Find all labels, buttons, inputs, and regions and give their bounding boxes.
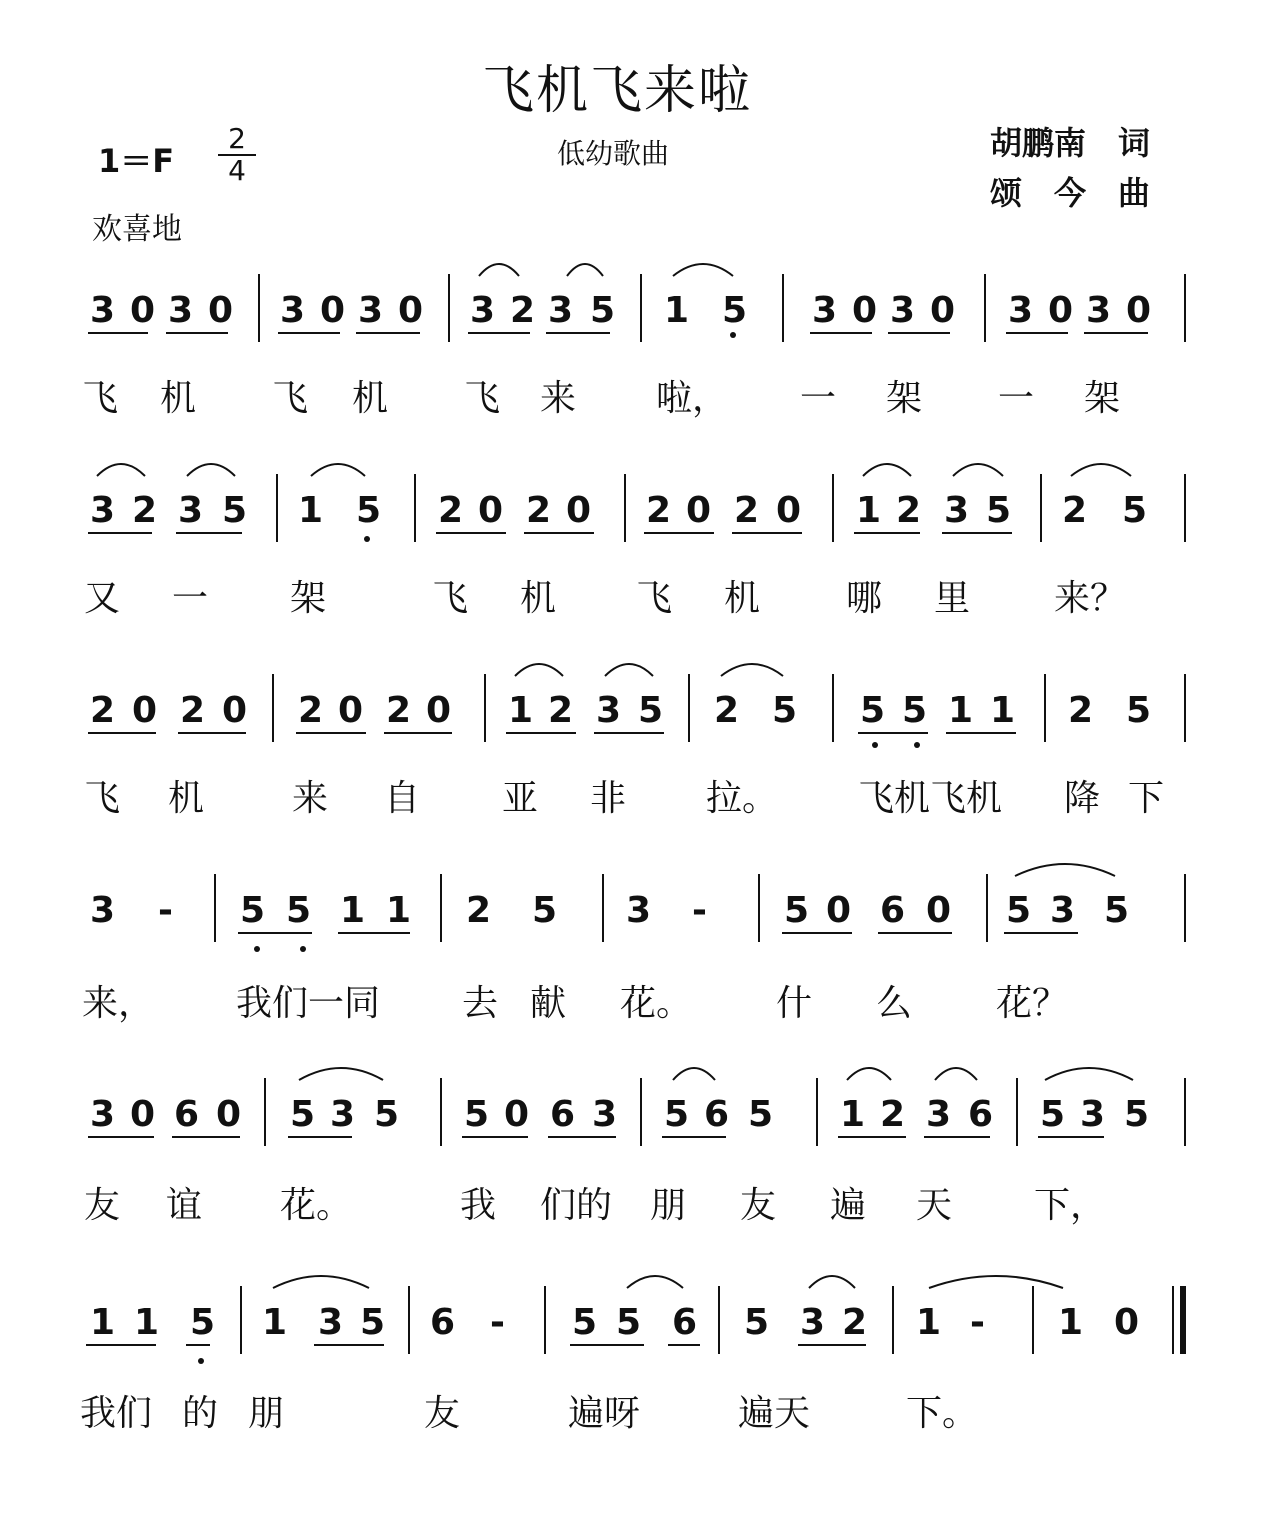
note: 3	[280, 290, 306, 331]
note: 6	[430, 1302, 456, 1343]
beam-underline	[166, 332, 228, 334]
note: 5	[356, 490, 382, 531]
lyric-word: 下，	[1034, 1185, 1107, 1226]
note: 0	[930, 290, 956, 331]
note: 2	[1062, 490, 1088, 531]
note: 0	[852, 290, 878, 331]
barline	[758, 874, 760, 942]
note: 3	[90, 490, 116, 531]
beam-underline	[186, 1344, 210, 1346]
note: 2	[510, 290, 536, 331]
barline	[544, 1286, 546, 1354]
note: 1	[916, 1302, 942, 1343]
lyric-word: 遍天	[738, 1393, 811, 1434]
lyric-word: 朋	[650, 1185, 687, 1226]
note: 1	[340, 890, 366, 931]
note: 5	[748, 1094, 774, 1135]
note: 3	[470, 290, 496, 331]
note: 5	[1104, 890, 1130, 931]
time-signature	[216, 124, 258, 186]
note: 0	[504, 1094, 530, 1135]
note: 3	[318, 1302, 344, 1343]
octave-dot	[730, 332, 736, 338]
barline	[782, 274, 784, 342]
slur-mark	[298, 1062, 384, 1082]
note: 3	[90, 290, 116, 331]
note: 2	[842, 1302, 868, 1343]
beam-underline	[1084, 332, 1148, 334]
lyric-word: 机	[160, 378, 197, 419]
lyric-word: 一	[800, 378, 837, 419]
note: 5	[1124, 1094, 1150, 1135]
composer-credit: 颂 今 曲	[990, 174, 1151, 212]
note: 2	[298, 690, 324, 731]
note: 3	[90, 1094, 116, 1135]
note: 1	[134, 1302, 160, 1343]
lyric-word: 遍呀	[568, 1393, 641, 1434]
beam-underline	[570, 1344, 644, 1346]
beam-underline	[314, 1344, 384, 1346]
beam-underline	[810, 332, 872, 334]
barline	[688, 674, 690, 742]
beam-underline	[662, 1136, 726, 1138]
barline	[832, 674, 834, 742]
octave-dot	[254, 946, 260, 952]
beam-underline	[888, 332, 950, 334]
barline	[484, 674, 486, 742]
note: 3	[596, 690, 622, 731]
note: 5	[360, 1302, 386, 1343]
note: 1	[1058, 1302, 1084, 1343]
beam-underline	[1006, 332, 1068, 334]
barline	[258, 274, 260, 342]
note: 1	[990, 690, 1016, 731]
note: 6	[672, 1302, 698, 1343]
note: 5	[222, 490, 248, 531]
note: 3	[178, 490, 204, 531]
lyric-word: 友	[424, 1393, 461, 1434]
lyric-word: 朋	[248, 1393, 285, 1434]
song-title: 飞机飞来啦	[482, 61, 753, 121]
lyric-word: 飞	[272, 378, 309, 419]
note: 0	[130, 1094, 156, 1135]
note: 1	[664, 290, 690, 331]
dash-mark: -	[970, 1302, 985, 1343]
beam-underline	[524, 532, 594, 534]
barline	[1184, 874, 1186, 942]
octave-dot	[364, 536, 370, 542]
note: 0	[320, 290, 346, 331]
note: 1	[298, 490, 324, 531]
beam-underline	[88, 732, 156, 734]
slur-mark	[310, 458, 366, 478]
beam-underline	[838, 1136, 906, 1138]
lyric-word: 天	[916, 1185, 953, 1226]
note: 5	[616, 1302, 642, 1343]
note: 3	[812, 290, 838, 331]
note: 0	[222, 690, 248, 731]
note: 2	[132, 490, 158, 531]
beam-underline	[644, 532, 714, 534]
beam-underline	[1038, 1136, 1104, 1138]
lyric-word: 花？	[996, 983, 1069, 1024]
slur-mark	[672, 258, 734, 278]
lyric-word: 来	[292, 778, 329, 819]
lyric-word: 什	[776, 983, 813, 1024]
lyric-word: 啦，	[656, 378, 729, 419]
note: 1	[948, 690, 974, 731]
beam-underline	[506, 732, 576, 734]
note: 3	[1008, 290, 1034, 331]
note: 5	[374, 1094, 400, 1135]
beam-underline	[356, 332, 420, 334]
barline	[264, 1078, 266, 1146]
lyric-word: 的	[182, 1393, 219, 1434]
barline	[408, 1286, 410, 1354]
slur-mark	[626, 1270, 684, 1290]
note: 2	[1068, 690, 1094, 731]
lyric-word: 我们	[80, 1393, 153, 1434]
note: 3	[548, 290, 574, 331]
lyric-word: 架	[290, 578, 327, 619]
note: 3	[626, 890, 652, 931]
lyric-word: 遍	[830, 1185, 867, 1226]
lyric-word: 一	[998, 378, 1035, 419]
note: 5	[1122, 490, 1148, 531]
note: 5	[1126, 690, 1152, 731]
lyric-word: 花。	[620, 983, 693, 1024]
note: 2	[90, 690, 116, 731]
barline	[624, 474, 626, 542]
lyric-word: 飞	[82, 378, 119, 419]
lyric-word: 机	[352, 378, 389, 419]
lyric-word: 亚	[502, 778, 539, 819]
lyric-word: 来，	[82, 983, 155, 1024]
note: 2	[438, 490, 464, 531]
lyric-word: 飞	[84, 778, 121, 819]
slur-mark	[272, 1270, 370, 1290]
note: 2	[386, 690, 412, 731]
beam-underline	[548, 1136, 616, 1138]
lyric-word: 哪	[846, 578, 883, 619]
note: 3	[358, 290, 384, 331]
lyric-word: 下。	[906, 1393, 979, 1434]
beam-underline	[436, 532, 506, 534]
lyric-word: 自	[384, 778, 421, 819]
lyric-word: 么	[876, 983, 913, 1024]
octave-dot	[198, 1358, 204, 1364]
barline	[448, 274, 450, 342]
barline	[892, 1286, 894, 1354]
barline	[1184, 274, 1186, 342]
note: 3	[1050, 890, 1076, 931]
note: 2	[714, 690, 740, 731]
note: 1	[386, 890, 412, 931]
note: 0	[566, 490, 592, 531]
lyric-word: 我	[460, 1185, 497, 1226]
lyric-word: 里	[934, 578, 971, 619]
note: 5	[664, 1094, 690, 1135]
lyric-word: 非	[590, 778, 627, 819]
note: 0	[426, 690, 452, 731]
barline	[1032, 1286, 1034, 1354]
beam-underline	[88, 1136, 154, 1138]
note: 2	[466, 890, 492, 931]
beam-underline	[462, 1136, 528, 1138]
slur-mark	[928, 1270, 1064, 1290]
note: 0	[826, 890, 852, 931]
barline	[984, 274, 986, 342]
lyric-word: 下	[1128, 778, 1165, 819]
note: 0	[398, 290, 424, 331]
barline	[240, 1286, 242, 1354]
note: 0	[338, 690, 364, 731]
note: 3	[1080, 1094, 1106, 1135]
beam-underline	[854, 532, 920, 534]
lyric-word: 机	[168, 778, 205, 819]
note: 1	[508, 690, 534, 731]
lyric-word: 谊	[166, 1185, 203, 1226]
beam-underline	[942, 532, 1012, 534]
lyric-word: 友	[84, 1185, 121, 1226]
note: 5	[1040, 1094, 1066, 1135]
slur-mark	[862, 458, 912, 478]
note: 6	[704, 1094, 730, 1135]
barline	[276, 474, 278, 542]
note: 2	[896, 490, 922, 531]
note: 6	[968, 1094, 994, 1135]
beam-underline	[1004, 932, 1078, 934]
note: 5	[772, 690, 798, 731]
note: 3	[592, 1094, 618, 1135]
dash-mark: -	[490, 1302, 505, 1343]
note: 2	[180, 690, 206, 731]
slur-mark	[478, 258, 520, 278]
note: 5	[902, 690, 928, 731]
note: 5	[532, 890, 558, 931]
final-barline-thin	[1172, 1286, 1174, 1354]
note: 5	[784, 890, 810, 931]
slur-mark	[672, 1062, 716, 1082]
beam-underline	[86, 1344, 156, 1346]
note: 0	[130, 290, 156, 331]
lyric-word: 又	[84, 578, 121, 619]
slur-mark	[514, 658, 564, 678]
dash-mark: -	[692, 890, 707, 931]
beam-underline	[946, 732, 1016, 734]
beam-underline	[468, 332, 530, 334]
note: 5	[986, 490, 1012, 531]
note: 5	[722, 290, 748, 331]
note: 5	[590, 290, 616, 331]
note: 0	[1114, 1302, 1140, 1343]
beam-underline	[338, 932, 410, 934]
lyric-word: 花。	[280, 1185, 353, 1226]
lyric-word: 友	[740, 1185, 777, 1226]
note: 0	[776, 490, 802, 531]
slur-mark	[604, 658, 654, 678]
beam-underline	[924, 1136, 990, 1138]
octave-dot	[914, 742, 920, 748]
barline	[1040, 474, 1042, 542]
lyric-word: 机	[724, 578, 761, 619]
key-signature: 1＝F	[98, 142, 175, 180]
lyric-word: 们的	[540, 1185, 613, 1226]
slur-mark	[720, 658, 784, 678]
note: 3	[1086, 290, 1112, 331]
beam-underline	[278, 332, 340, 334]
lyric-word: 一	[172, 578, 209, 619]
time-signature-bottom: 4	[228, 154, 246, 187]
beam-underline	[288, 1136, 352, 1138]
slur-mark	[1070, 458, 1132, 478]
beam-underline	[878, 932, 952, 934]
note: 0	[686, 490, 712, 531]
beam-underline	[178, 732, 246, 734]
note: 2	[880, 1094, 906, 1135]
note: 5	[1006, 890, 1032, 931]
lyric-word: 飞	[636, 578, 673, 619]
lyric-word: 来？	[1054, 578, 1127, 619]
lyric-word: 拉。	[706, 778, 779, 819]
note: 3	[330, 1094, 356, 1135]
note: 3	[800, 1302, 826, 1343]
slur-mark	[934, 1062, 978, 1082]
note: 1	[856, 490, 882, 531]
beam-underline	[732, 532, 802, 534]
note: 1	[840, 1094, 866, 1135]
note: 3	[944, 490, 970, 531]
beam-underline	[858, 732, 928, 734]
barline	[414, 474, 416, 542]
note: 6	[174, 1094, 200, 1135]
note: 0	[216, 1094, 242, 1135]
note: 0	[132, 690, 158, 731]
note: 0	[478, 490, 504, 531]
slur-mark	[186, 458, 236, 478]
note: 5	[860, 690, 886, 731]
song-subtitle: 低幼歌曲	[557, 137, 670, 170]
beam-underline	[176, 532, 242, 534]
beam-underline	[88, 532, 152, 534]
barline	[1184, 674, 1186, 742]
beam-underline	[172, 1136, 240, 1138]
slur-mark	[846, 1062, 892, 1082]
beam-underline	[668, 1344, 700, 1346]
lyric-word: 飞	[432, 578, 469, 619]
barline	[640, 274, 642, 342]
lyric-word: 去	[462, 983, 499, 1024]
barline	[440, 1078, 442, 1146]
barline	[816, 1078, 818, 1146]
note: 0	[208, 290, 234, 331]
barline	[1184, 1078, 1186, 1146]
note: 3	[90, 890, 116, 931]
note: 5	[286, 890, 312, 931]
note: 5	[290, 1094, 316, 1135]
note: 3	[926, 1094, 952, 1135]
note: 0	[1126, 290, 1152, 331]
barline	[214, 874, 216, 942]
barline	[602, 874, 604, 942]
lyric-word: 降	[1064, 778, 1101, 819]
barline	[986, 874, 988, 942]
lyric-word: 架	[1084, 378, 1121, 419]
note: 5	[638, 690, 664, 731]
note: 0	[926, 890, 952, 931]
beam-underline	[782, 932, 852, 934]
lyric-word: 飞	[464, 378, 501, 419]
note: 3	[890, 290, 916, 331]
barline	[832, 474, 834, 542]
beam-underline	[798, 1344, 866, 1346]
note: 6	[880, 890, 906, 931]
barline	[272, 674, 274, 742]
lyric-word: 我们一同	[236, 983, 381, 1024]
note: 5	[744, 1302, 770, 1343]
note: 2	[526, 490, 552, 531]
note: 6	[550, 1094, 576, 1135]
note: 2	[548, 690, 574, 731]
slur-mark	[952, 458, 1004, 478]
note: 1	[262, 1302, 288, 1343]
note: 5	[190, 1302, 216, 1343]
lyric-word: 架	[886, 378, 923, 419]
octave-dot	[300, 946, 306, 952]
lyric-word: 机	[520, 578, 557, 619]
note: 1	[90, 1302, 116, 1343]
barline	[718, 1286, 720, 1354]
dash-mark: -	[158, 890, 173, 931]
slur-mark	[1044, 1062, 1134, 1082]
barline	[640, 1078, 642, 1146]
beam-underline	[546, 332, 610, 334]
barline	[1016, 1078, 1018, 1146]
slur-mark	[96, 458, 146, 478]
note: 3	[168, 290, 194, 331]
lyric-word: 飞机飞机	[858, 778, 1003, 819]
lyric-word: 献	[530, 983, 567, 1024]
final-barline-thick	[1180, 1286, 1186, 1354]
beam-underline	[296, 732, 366, 734]
note: 0	[1048, 290, 1074, 331]
beam-underline	[384, 732, 452, 734]
lyricist-credit: 胡鹏南 词	[990, 124, 1151, 162]
note: 5	[464, 1094, 490, 1135]
slur-mark	[566, 258, 604, 278]
lyric-word: 来	[540, 378, 577, 419]
barline	[1044, 674, 1046, 742]
tempo-marking: 欢喜地	[92, 212, 182, 247]
note: 2	[734, 490, 760, 531]
octave-dot	[872, 742, 878, 748]
beam-underline	[594, 732, 664, 734]
barline	[440, 874, 442, 942]
note: 2	[646, 490, 672, 531]
time-signature-top: 2	[228, 122, 246, 155]
beam-underline	[88, 332, 148, 334]
note: 5	[572, 1302, 598, 1343]
note: 5	[240, 890, 266, 931]
slur-mark	[1014, 858, 1116, 878]
slur-mark	[808, 1270, 856, 1290]
beam-underline	[238, 932, 312, 934]
barline	[1184, 474, 1186, 542]
